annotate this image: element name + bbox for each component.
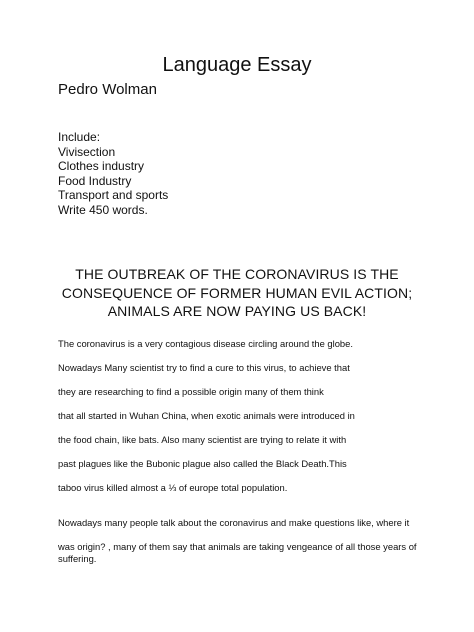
include-list-item: Clothes industry	[58, 159, 145, 173]
include-list-item: Food Industry	[58, 173, 132, 188]
paragraph-line: The coronavirus is a very contagious disease circling around the globe.	[58, 338, 353, 349]
include-list-item: Transport and sports	[58, 188, 169, 202]
paragraph-line: Nowadays Many scientist try to find a cure to this virus, to achieve that	[58, 362, 350, 373]
essay-headline: THE OUTBREAK OF THE CORONAVIRUS IS THE CONSEQUENCE OF FORMER HUMAN EVIL ACTION; ANIMALS ARE NOW PAYING US BACK!	[61, 266, 413, 319]
paragraph-line: they are researching to find a possible origin many of them think	[58, 386, 324, 397]
include-list	[58, 130, 168, 217]
paragraph-line: the food chain, like bats. Also many scientist are trying to relate it with	[58, 434, 347, 445]
author-name: Pedro Wolman	[58, 81, 157, 98]
paragraph-line: was origin? , many of them say that animals are taking vengeance of all those years of suffering.	[58, 541, 417, 564]
paragraph-line: past plagues like the Bubonic plague also called the Black Death.This	[58, 458, 347, 469]
include-list-item: Write 450 words.	[58, 202, 148, 217]
document-title: Language Essay	[162, 54, 312, 76]
include-list-item: Vivisection	[58, 144, 116, 159]
paragraph-line: taboo virus killed almost a ⅓ of europe total population.	[58, 482, 288, 493]
paragraph-line: Nowadays many people talk about the coronavirus and make questions like, where it	[58, 517, 410, 528]
include-list-item: Include:	[58, 130, 101, 144]
paragraph-line: that all started in Wuhan China, when exotic animals were introduced in	[58, 410, 355, 421]
